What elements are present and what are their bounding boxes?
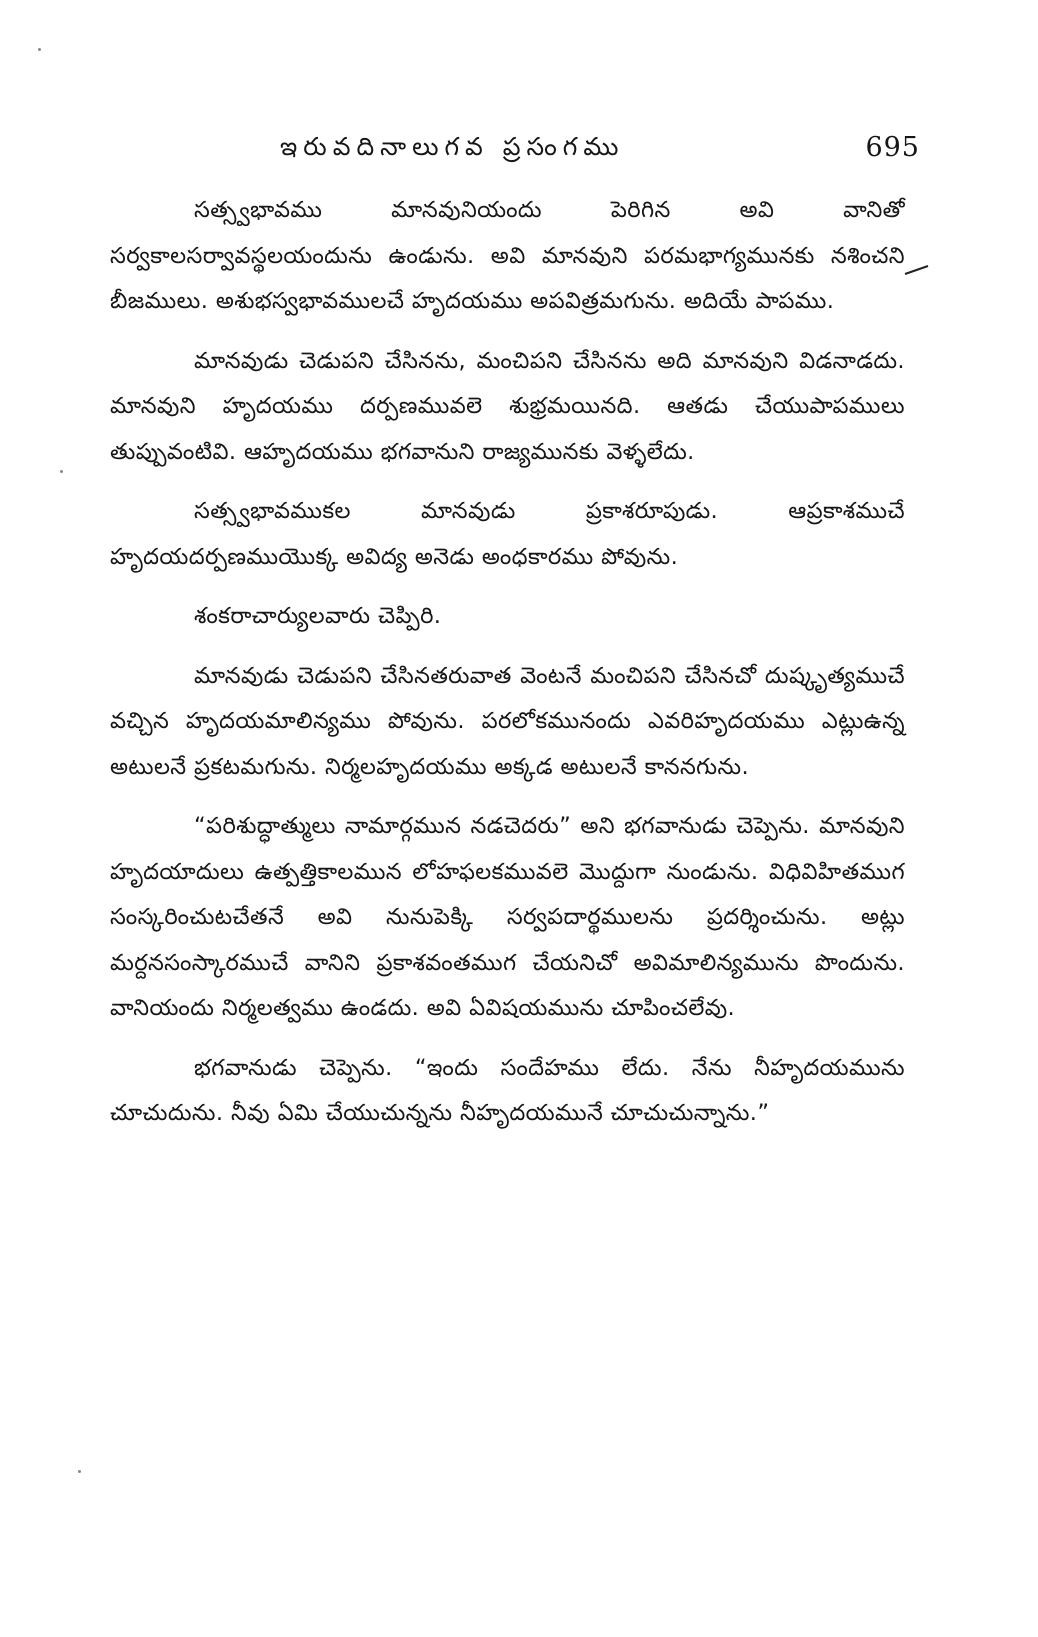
scan-speck (60, 470, 63, 473)
paragraph: మానవుడు చెడుపని చేసినతరువాత వెంటనే మంచిపని చేసినచో దుష్కృత్యముచే వచ్చిన హృదయమాలిన్యము పోవును. పరలోకమునందు ఎవరిహృదయము ఎట్లుఉన్న అటులనే ప్రకటమగును. నిర్మలహృదయము అక్కడ అటులనే కాననగును. (110, 662, 905, 780)
paragraph: భగవానుడు చెప్పెను. “ఇందు సందేహము లేదు. నేను నీహృదయమును చూచుదును. నీవు ఏమి చేయుచున్నను నీహృదయమునే చూచుచున్నాను.” (110, 1054, 905, 1126)
body-text (110, 188, 905, 1151)
page-header (280, 132, 920, 172)
page-number: 695 (865, 132, 920, 163)
running-title: ఇరువదినాలుగవ ప్రసంగము (280, 132, 625, 161)
paragraph: మానవుడు చెడుపని చేసినను, మంచిపని చేసినను అది మానవుని విడనాడదు. మానవుని హృదయము దర్పణమువలె శుభ్రమయినది. ఆతడు చేయుపాపములు తుప్పువంటివి. ఆహృదయము భగవానుని రాజ్యమునకు వెళ్ళలేదు. (110, 347, 905, 465)
paragraph: శంకరాచార్యులవారు చెప్పిరి. (194, 603, 442, 629)
paragraph: “పరిశుద్ధాత్ములు నామార్గమున నడచెదరు” అని భగవానుడు చెప్పెను. మానవుని హృదయాదులు ఉత్పత్తికాలమున లోహఫలకమువలె మొద్దుగా నుండును. విధివిహితముగ సంస్కరించుటచేతనే అవి నునుపెక్కి సర్వపదార్థములను ప్రదర్శించును. అట్లు మర్దనసంస్కారముచే వానిని ప్రకాశవంతముగ చేయనిచో అవిమాలిన్యమును పొందును. వానియందు నిర్మలత్వము ఉండదు. అవి ఏవిషయమును చూపించలేవు. (110, 813, 905, 1021)
scan-speck (78, 1470, 81, 1473)
scan-speck (38, 48, 41, 51)
paragraph: సత్స్వభావము మానవునియందు పెరిగిన అవి వానితో సర్వకాలసర్వావస్థలయందును ఉండును. అవి మానవుని పరమభాగ్యమునకు నశించని బీజములు. అశుభస్వభావములచే హృదయము అపవిత్రమగును. అదియే పాపము. (110, 197, 905, 314)
paragraph: సత్స్వభావముకల మానవుడు ప్రకాశరూపుడు. ఆప్రకాశముచే హృదయదర్పణముయొక్క అవిద్య అనెడు అంధకారము పోవును. (110, 498, 905, 570)
margin-check-mark (904, 264, 930, 276)
